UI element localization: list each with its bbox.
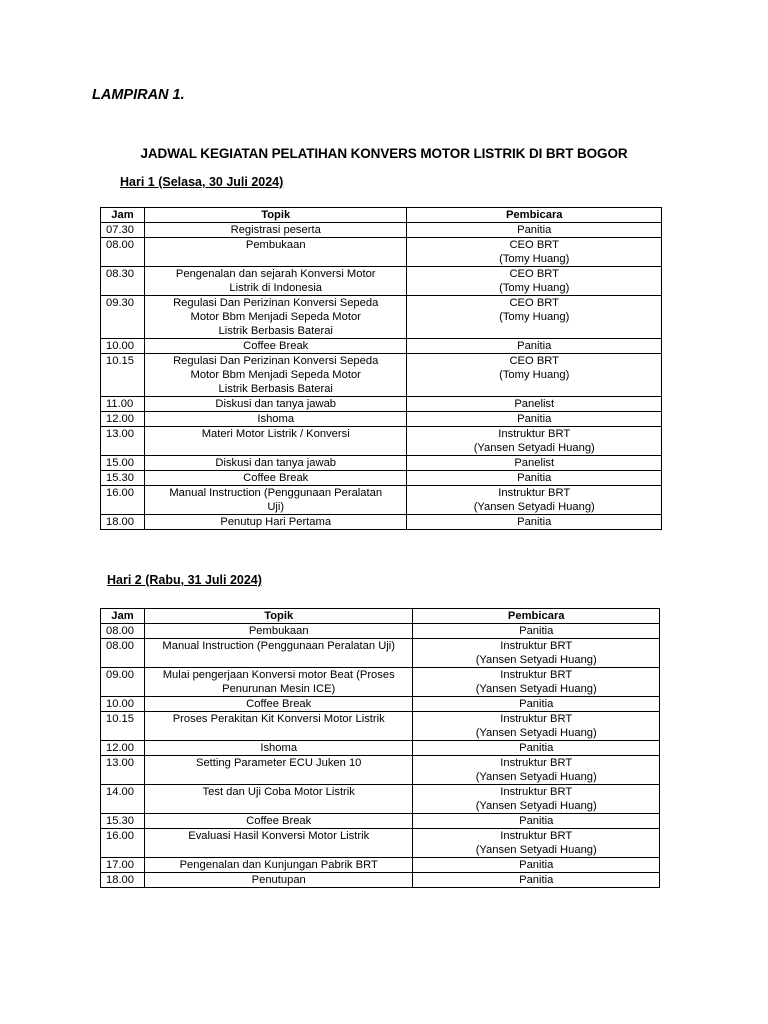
cell-jam: 18.00 [101, 873, 145, 888]
cell-pembicara [407, 223, 662, 238]
cell-pembicara [407, 456, 662, 471]
cell-topik-line: Regulasi Dan Perizinan Konversi Sepeda [173, 355, 379, 367]
schedule-table-day-2 [100, 608, 660, 888]
cell-pembicara-line: Instruktur BRT [498, 487, 571, 499]
table-row [101, 873, 660, 888]
cell-pembicara-line: Instruktur BRT [500, 830, 573, 842]
cell-topik [144, 785, 412, 814]
cell-pembicara-line: Panitia [519, 625, 554, 637]
table-row [101, 486, 662, 515]
cell-jam: 13.00 [101, 427, 145, 456]
header-jam: Jam [101, 208, 145, 223]
cell-jam: 09.30 [101, 296, 145, 339]
cell-jam: 14.00 [101, 785, 145, 814]
cell-pembicara-line: (Tomy Huang) [499, 311, 570, 323]
cell-topik [144, 624, 412, 639]
cell-topik [144, 471, 407, 486]
cell-jam: 13.00 [101, 756, 145, 785]
cell-topik-line: Listrik Berbasis Baterai [218, 383, 333, 395]
cell-pembicara-line: (Yansen Setyadi Huang) [475, 844, 597, 856]
cell-topik-line: Test dan Uji Coba Motor Listrik [202, 786, 355, 798]
table-row [101, 858, 660, 873]
cell-jam: 16.00 [101, 829, 145, 858]
cell-topik-line: Coffee Break [243, 340, 309, 352]
cell-pembicara-line: Panitia [519, 874, 554, 886]
cell-topik-line: Penutupan [251, 874, 306, 886]
cell-pembicara [407, 412, 662, 427]
cell-pembicara-line: (Yansen Setyadi Huang) [475, 727, 597, 739]
cell-pembicara [407, 486, 662, 515]
cell-topik-line: Pembukaan [248, 625, 309, 637]
cell-pembicara-line: Instruktur BRT [500, 757, 573, 769]
lampiran-label: LAMPIRAN 1. [92, 87, 185, 103]
cell-jam: 07.30 [101, 223, 145, 238]
cell-topik-line: Setting Parameter ECU Juken 10 [196, 757, 362, 769]
cell-jam: 12.00 [101, 412, 145, 427]
cell-topik-line: Coffee Break [246, 698, 312, 710]
cell-pembicara-line: Panelist [514, 457, 555, 469]
table-row [101, 427, 662, 456]
cell-jam: 10.15 [101, 712, 145, 741]
cell-pembicara-line: (Yansen Setyadi Huang) [475, 654, 597, 666]
day-1-heading: Hari 1 (Selasa, 30 Juli 2024) [120, 175, 284, 189]
cell-pembicara-line: (Yansen Setyadi Huang) [473, 501, 595, 513]
cell-topik [144, 427, 407, 456]
cell-pembicara [407, 471, 662, 486]
table-row [101, 785, 660, 814]
table-row [101, 639, 660, 668]
cell-topik-line: Listrik di Indonesia [229, 282, 323, 294]
table-row [101, 339, 662, 354]
cell-topik-line: Motor Bbm Menjadi Sepeda Motor [190, 311, 361, 323]
table-row [101, 412, 662, 427]
cell-topik [144, 412, 407, 427]
cell-topik [144, 456, 407, 471]
cell-topik [144, 515, 407, 530]
cell-pembicara-line: (Yansen Setyadi Huang) [473, 442, 595, 454]
table-row [101, 471, 662, 486]
header-topik: Topik [144, 208, 407, 223]
cell-pembicara-line: Instruktur BRT [500, 713, 573, 725]
cell-topik [144, 354, 407, 397]
cell-pembicara-line: (Yansen Setyadi Huang) [475, 800, 597, 812]
cell-topik-line: Pembukaan [245, 239, 306, 251]
table-row [101, 267, 662, 296]
cell-topik-line: Regulasi Dan Perizinan Konversi Sepeda [173, 297, 379, 309]
cell-topik [144, 339, 407, 354]
cell-jam: 08.00 [101, 639, 145, 668]
cell-pembicara-line: CEO BRT [509, 297, 559, 309]
day-2-heading: Hari 2 (Rabu, 31 Juli 2024) [107, 573, 262, 587]
table-row [101, 814, 660, 829]
cell-pembicara [407, 515, 662, 530]
cell-pembicara-line: Panitia [519, 859, 554, 871]
table-header-row [101, 208, 662, 223]
cell-topik [144, 486, 407, 515]
cell-pembicara [413, 697, 660, 712]
cell-pembicara-line: CEO BRT [509, 268, 559, 280]
cell-topik-line: Pengenalan dan sejarah Konversi Motor [175, 268, 376, 280]
cell-pembicara-line: Instruktur BRT [500, 640, 573, 652]
cell-topik-line: Evaluasi Hasil Konversi Motor Listrik [188, 830, 370, 842]
table-row [101, 515, 662, 530]
cell-pembicara [413, 639, 660, 668]
cell-pembicara-line: Panelist [514, 398, 555, 410]
cell-jam: 16.00 [101, 486, 145, 515]
cell-pembicara-line: CEO BRT [509, 355, 559, 367]
cell-topik-line: Diskusi dan tanya jawab [215, 398, 337, 410]
cell-pembicara-line: (Tomy Huang) [499, 253, 570, 265]
table-row [101, 223, 662, 238]
cell-jam: 10.00 [101, 339, 145, 354]
cell-topik [144, 712, 412, 741]
cell-topik-line: Motor Bbm Menjadi Sepeda Motor [190, 369, 361, 381]
cell-topik-line: Mulai pengerjaan Konversi motor Beat (Proses [162, 669, 395, 681]
cell-topik-line: Proses Perakitan Kit Konversi Motor Listrik [172, 713, 385, 725]
table-row [101, 829, 660, 858]
cell-topik [144, 829, 412, 858]
table-row [101, 456, 662, 471]
cell-pembicara-line: (Tomy Huang) [499, 369, 570, 381]
cell-topik [144, 238, 407, 267]
cell-topik-line: Ishoma [260, 742, 298, 754]
cell-jam: 10.15 [101, 354, 145, 397]
cell-pembicara-line: Panitia [519, 698, 554, 710]
cell-topik [144, 873, 412, 888]
header-topik: Topik [144, 609, 412, 624]
cell-pembicara-line: Panitia [519, 815, 554, 827]
cell-pembicara-line: Panitia [517, 472, 552, 484]
cell-topik [144, 858, 412, 873]
cell-pembicara [407, 238, 662, 267]
cell-topik-line: Penutup Hari Pertama [220, 516, 332, 528]
cell-pembicara-line: CEO BRT [509, 239, 559, 251]
cell-topik [144, 397, 407, 412]
table-row [101, 397, 662, 412]
document-title: JADWAL KEGIATAN PELATIHAN KONVERS MOTOR LISTRIK DI BRT BOGOR [140, 146, 628, 161]
cell-topik-line: Coffee Break [243, 472, 309, 484]
cell-jam: 11.00 [101, 397, 145, 412]
cell-pembicara-line: Instruktur BRT [498, 428, 571, 440]
header-jam: Jam [101, 609, 145, 624]
cell-pembicara-line: Panitia [517, 516, 552, 528]
cell-pembicara-line: (Yansen Setyadi Huang) [475, 683, 597, 695]
cell-topik [144, 668, 412, 697]
cell-topik-line: Penurunan Mesin ICE) [222, 683, 336, 695]
cell-pembicara-line: Panitia [517, 413, 552, 425]
cell-topik-line: Materi Motor Listrik / Konversi [201, 428, 350, 440]
cell-pembicara [413, 741, 660, 756]
header-pembicara: Pembicara [413, 609, 660, 624]
table-row [101, 354, 662, 397]
cell-pembicara [407, 296, 662, 339]
cell-topik-line: Diskusi dan tanya jawab [215, 457, 337, 469]
cell-topik-line: Uji) [267, 501, 285, 513]
cell-topik-line: Manual Instruction (Penggunaan Peralatan Uji) [162, 640, 395, 652]
cell-pembicara-line: (Tomy Huang) [499, 282, 570, 294]
cell-topik-line: Coffee Break [246, 815, 312, 827]
cell-pembicara [407, 427, 662, 456]
table-row [101, 697, 660, 712]
cell-jam: 09.00 [101, 668, 145, 697]
cell-topik [144, 741, 412, 756]
cell-pembicara [407, 354, 662, 397]
cell-pembicara-line: (Yansen Setyadi Huang) [475, 771, 597, 783]
cell-pembicara [407, 339, 662, 354]
cell-topik [144, 267, 407, 296]
cell-pembicara-line: Panitia [519, 742, 554, 754]
cell-topik [144, 223, 407, 238]
cell-pembicara-line: Panitia [517, 224, 552, 236]
cell-jam: 10.00 [101, 697, 145, 712]
cell-jam: 08.00 [101, 624, 145, 639]
table-row [101, 741, 660, 756]
cell-pembicara [413, 668, 660, 697]
cell-pembicara [413, 873, 660, 888]
cell-jam: 15.30 [101, 471, 145, 486]
cell-topik [144, 697, 412, 712]
table-row [101, 296, 662, 339]
cell-topik [144, 639, 412, 668]
cell-jam: 18.00 [101, 515, 145, 530]
table-row [101, 624, 660, 639]
cell-jam: 08.00 [101, 238, 145, 267]
table-row [101, 668, 660, 697]
cell-pembicara-line: Panitia [517, 340, 552, 352]
schedule-table-day-1 [100, 207, 662, 530]
table-row [101, 756, 660, 785]
cell-topik [144, 296, 407, 339]
cell-topik-line: Listrik Berbasis Baterai [218, 325, 333, 337]
cell-topik-line: Manual Instruction (Penggunaan Peralatan [169, 487, 383, 499]
cell-pembicara [413, 814, 660, 829]
cell-pembicara [413, 858, 660, 873]
cell-jam: 17.00 [101, 858, 145, 873]
table-row [101, 712, 660, 741]
cell-pembicara [413, 829, 660, 858]
cell-pembicara [413, 756, 660, 785]
cell-pembicara [413, 712, 660, 741]
cell-topik [144, 756, 412, 785]
cell-pembicara [407, 267, 662, 296]
cell-jam: 15.30 [101, 814, 145, 829]
header-pembicara: Pembicara [407, 208, 662, 223]
cell-pembicara-line: Instruktur BRT [500, 669, 573, 681]
cell-pembicara [413, 785, 660, 814]
cell-jam: 15.00 [101, 456, 145, 471]
cell-topik [144, 814, 412, 829]
cell-jam: 08.30 [101, 267, 145, 296]
cell-topik-line: Ishoma [257, 413, 295, 425]
table-row [101, 238, 662, 267]
cell-topik-line: Registrasi peserta [230, 224, 321, 236]
cell-pembicara-line: Instruktur BRT [500, 786, 573, 798]
table-header-row [101, 609, 660, 624]
cell-pembicara [407, 397, 662, 412]
cell-topik-line: Pengenalan dan Kunjungan Pabrik BRT [179, 859, 378, 871]
cell-pembicara [413, 624, 660, 639]
cell-jam: 12.00 [101, 741, 145, 756]
